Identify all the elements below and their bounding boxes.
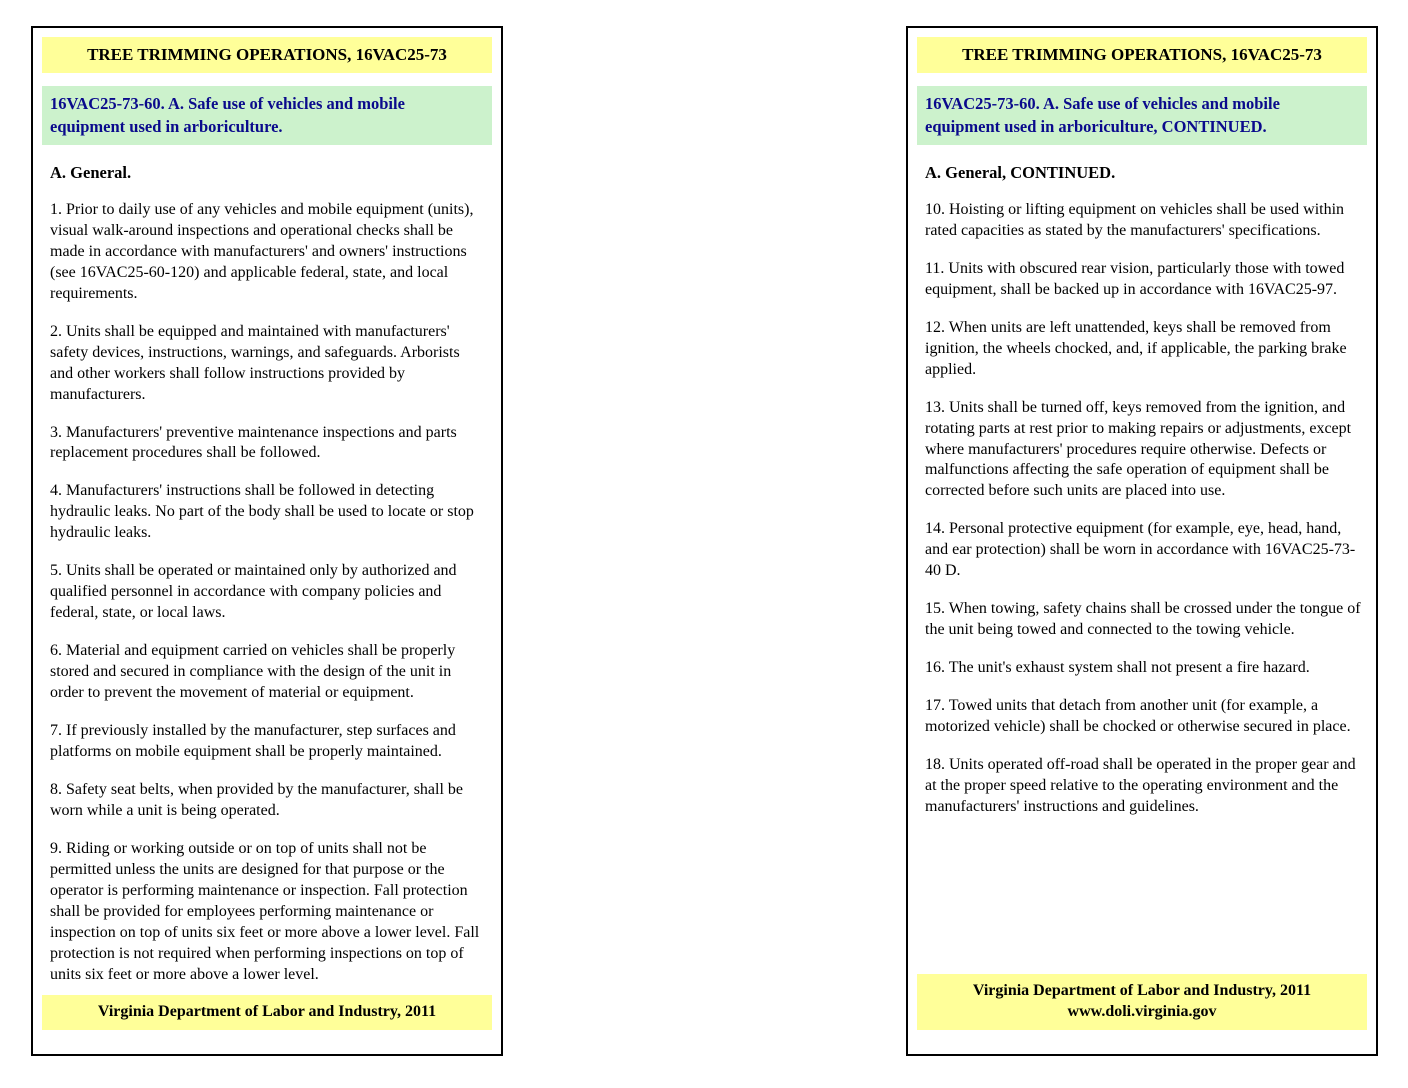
page-left-body — [50, 200, 486, 986]
paragraph: 4. Manufacturers' instructions shall be followed in detecting hydraulic leaks. No part of the body shall be used to locate or stop hydraulic leaks. — [50, 482, 474, 542]
page-right-footer-text: Virginia Department of Labor and Industry, 2011 — [972, 982, 1312, 1000]
paragraph: 6. Material and equipment carried on vehicles shall be properly stored and secured in compliance with the design of the unit in order to prevent the movement of material or equipment. — [50, 642, 456, 702]
paragraph: 15. When towing, safety chains shall be crossed under the tongue of the unit being towed and connected to the towing vehicle. — [925, 600, 1361, 639]
paragraph: 9. Riding or working outside or on top of units shall not be permitted unless the units are designed for that purpose or the operator is performing maintenance or inspection. Fall protection shall be provided for employees performing maintenance or inspection on top of units six feet or more above a lower level. Fall protection is not required when performing inspections on top of units six feet or more above a lower level. — [50, 839, 480, 983]
page-right-footer-url: www.doli.virginia.gov — [1067, 1003, 1217, 1021]
paragraph: 1. Prior to daily use of any vehicles and mobile equipment (units), visual walk-around inspections and operational checks shall be made in accordance with manufacturers' and owners' instructions (see 16VAC25-60-120) and applicable federal, state, and local requirements. — [50, 200, 474, 302]
paragraph: 10. Hoisting or lifting equipment on vehicles shall be used within rated capacities as stated by the manufacturers' specifications. — [925, 200, 1345, 239]
page-right-section-title: A. General, CONTINUED. — [925, 162, 1116, 182]
page-left-section-banner: 16VAC25-73-60. A. Safe use of vehicles and mobile equipment used in arboriculture. — [42, 86, 492, 145]
paragraph: 13. Units shall be turned off, keys removed from the ignition, and rotating parts at rest prior to making repairs or adjustments, except where manufacturers' procedures require otherwise. Defects or malfunctions affecting the safe operation of equipment shall be corrected before such units are placed into use. — [925, 398, 1352, 500]
paragraph: 17. Towed units that detach from another unit (for example, a motorized vehicle) shall be chocked or otherwise secured in place. — [925, 697, 1351, 736]
paragraph: 3. Manufacturers' preventive maintenance inspections and parts replacement procedures shall be followed. — [50, 423, 457, 462]
page-left-footer — [42, 995, 492, 1030]
page-right-body — [925, 200, 1361, 818]
page-left-banner-title: TREE TRIMMING OPERATIONS, 16VAC25-73 — [42, 37, 492, 73]
page-left-content — [42, 37, 492, 1045]
paragraph: 7. If previously installed by the manufacturer, step surfaces and platforms on mobile equipment shall be properly maintained. — [50, 721, 456, 760]
paragraph: 2. Units shall be equipped and maintained with manufacturers' safety devices, instructions, warnings, and safeguards. Arborists and other workers shall follow instructions provided by manufacturers. — [50, 322, 460, 403]
page-left-section-title: A. General. — [50, 162, 132, 182]
page-right-banner-title: TREE TRIMMING OPERATIONS, 16VAC25-73 — [917, 37, 1367, 73]
page-left — [31, 26, 503, 1056]
paragraph: 8. Safety seat belts, when provided by the manufacturer, shall be worn while a unit is being operated. — [50, 780, 464, 819]
paragraph: 11. Units with obscured rear vision, particularly those with towed equipment, shall be backed up in accordance with 16VAC25-97. — [925, 259, 1345, 298]
page-right — [906, 26, 1378, 1056]
page-right-section-banner: 16VAC25-73-60. A. Safe use of vehicles and mobile equipment used in arboriculture, CONTINUED. — [917, 86, 1367, 145]
paragraph: 18. Units operated off-road shall be operated in the proper gear and at the proper speed relative to the operating environment and the manufacturers' instructions and guidelines. — [925, 755, 1356, 815]
page-left-footer-text: Virginia Department of Labor and Industry, 2011 — [97, 1003, 437, 1021]
paragraph: 14. Personal protective equipment (for example, eye, head, hand, and ear protection) shall be worn in accordance with 16VAC25-73-40 D. — [925, 520, 1356, 580]
paragraph: 16. The unit's exhaust system shall not present a fire hazard. — [925, 659, 1310, 677]
page-right-footer — [917, 974, 1367, 1030]
page-right-content — [917, 37, 1367, 1045]
paragraph: 12. When units are left unattended, keys shall be removed from ignition, the wheels chocked, and, if applicable, the parking brake applied. — [925, 318, 1347, 378]
paragraph: 5. Units shall be operated or maintained only by authorized and qualified personnel in accordance with company policies and federal, state, or local laws. — [50, 562, 457, 622]
